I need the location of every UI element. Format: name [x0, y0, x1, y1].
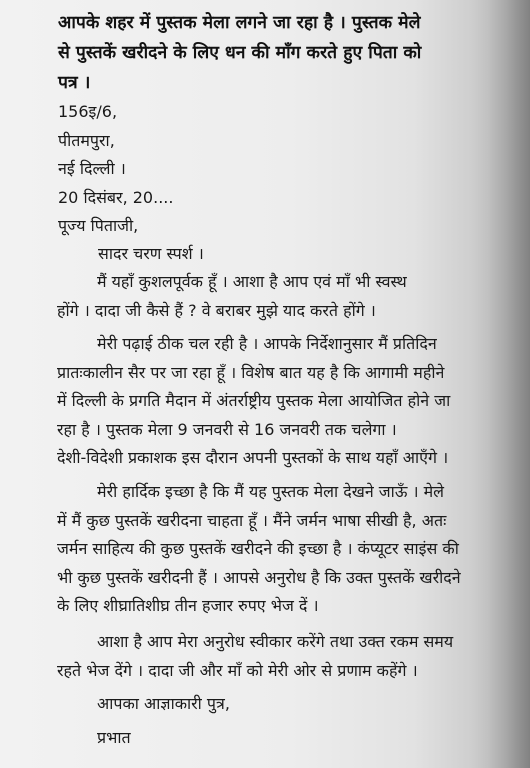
address-area: पीतमपुरा, — [58, 130, 115, 150]
paragraph-3-line-5: के लिए शीघ्रातिशीघ्र तीन हजार रुपए भेज दें । — [57, 596, 319, 615]
paragraph-3-line-4: भी कुछ पुस्तकें खरीदनी हैं । आपसे अनुरोध है कि उक्त पुस्तकें खरीदने — [57, 567, 461, 587]
paragraph-2-line-3: में दिल्ली के प्रगति मैदान में अंतर्राष्ट्रीय पुस्तक मेला आयोजित होने जा — [57, 391, 451, 410]
heading-line-2: से पुस्तकें खरीदने के लिए धन की माँग करते हुए पिता को — [58, 43, 422, 63]
paragraph-4-line-2: रहते भेज देंगे । दादा जी और माँ को मेरी ओर से प्रणाम कहेंगे । — [57, 660, 418, 680]
paragraph-2-line-2: प्रातःकालीन सैर पर जा रहा हूँ । विशेष बात यह है कि आगामी महीने — [57, 362, 445, 382]
greeting: सादर चरण स्पर्श । — [98, 244, 204, 263]
letter-topic-heading — [58, 8, 524, 98]
paragraph-4 — [57, 628, 523, 685]
letter-date: 20 दिसंबर, 20.... — [58, 187, 174, 207]
paragraph-1-line-2: होंगे । दादा जी कैसे हैं ? वे बराबर मुझे याद करते होंगे । — [57, 300, 376, 320]
paragraph-1 — [57, 268, 523, 325]
paragraph-4-line-1: आशा है आप मेरा अनुरोध स्वीकार करेंगे तथा उक्त रकम समय — [97, 632, 454, 651]
paragraph-2-line-4: रहा है । पुस्तक मेला 9 जनवरी से 16 जनवरी तक चलेगा । — [57, 419, 397, 439]
closing-line: आपका आज्ञाकारी पुत्र, — [97, 694, 230, 713]
paragraph-2 — [57, 330, 523, 473]
signer-name: प्रभात — [97, 728, 131, 747]
paragraph-1-line-1: मैं यहाँ कुशलपूर्वक हूँ । आशा है आप एवं माँ भी स्वस्थ — [97, 272, 407, 291]
paragraph-3-line-3: जर्मन साहित्य की कुछ पुस्तकें खरीदने की इच्छा है । कंप्यूटर साइंस की — [57, 539, 459, 558]
address-house: 156इ/6, — [58, 102, 118, 121]
paragraph-3-line-1: मेरी हार्दिक इच्छा है कि मैं यह पुस्तक मेला देखने जाऊँ । मेले — [97, 482, 445, 501]
sender-address — [58, 98, 524, 212]
heading-line-3: पत्र । — [58, 73, 91, 93]
paragraph-2-line-5: देशी-विदेशी प्रकाशक इस दौरान अपनी पुस्तकों के साथ यहाँ आएँगे । — [57, 448, 449, 467]
salutation: पूज्य पिताजी, — [58, 216, 139, 235]
heading-line-1: आपके शहर में पुस्तक मेला लगने जा रहा है । पुस्तक मेले — [58, 13, 421, 33]
paragraph-2-line-1: मेरी पढ़ाई ठीक चल रही है । आपके निर्देशानुसार मैं प्रतिदिन — [97, 334, 437, 353]
paragraph-3 — [57, 478, 523, 621]
paragraph-3-line-2: में मैं कुछ पुस्तकें खरीदना चाहता हूँ । मैंने जर्मन भाषा सीखी है, अतः — [57, 510, 447, 530]
address-city: नई दिल्ली । — [58, 159, 126, 178]
